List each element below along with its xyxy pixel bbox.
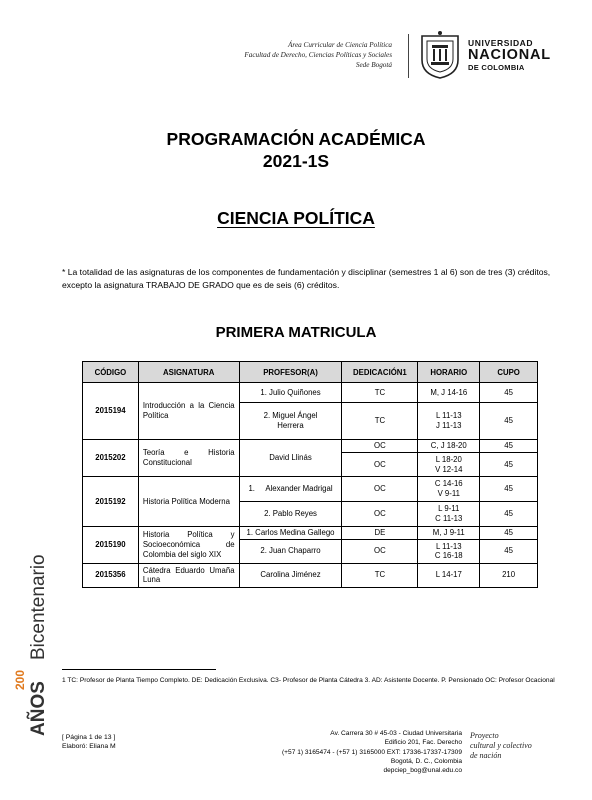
- motto-line-3: de nación: [470, 751, 502, 760]
- motto-line-1: Proyecto: [470, 731, 499, 740]
- schedule-line: L 11-13: [435, 541, 462, 551]
- header-line-2: Facultad de Derecho, Ciencias Políticas y Sociales: [244, 51, 392, 59]
- faculty-header: [152, 40, 392, 70]
- professor: 1. Alexander Madrigal: [239, 477, 342, 502]
- page-info: [62, 733, 116, 751]
- schedule-line: L 11-13: [435, 411, 462, 421]
- page-number: [ Página 1 de 13 ]: [62, 734, 116, 741]
- course-subject: Introducción a la Ciencia Política: [138, 383, 239, 440]
- schedule-line: C 16-18: [434, 551, 463, 561]
- course-code: 2015194: [83, 383, 139, 440]
- schedule-line: J 11-13: [436, 421, 462, 430]
- address-block: [242, 729, 462, 775]
- schedule-line: C 11-13: [435, 514, 463, 523]
- footnote-separator: [62, 669, 216, 670]
- dedication: OC: [342, 453, 418, 477]
- bicentenario-word: AÑOS: [28, 681, 49, 736]
- bicentenario-years: 200: [13, 669, 27, 690]
- schedule: C, J 18-20: [418, 440, 480, 453]
- university-name: NACIONAL: [468, 47, 551, 63]
- professor: David Llinás: [239, 440, 342, 477]
- address-line-1: Av. Carrera 30 # 45-03 - Ciudad Universitaria: [330, 730, 462, 737]
- header-divider: [408, 34, 409, 78]
- phone-line: (+57 1) 3165474 - (+57 1) 3165000 EXT: 17336-17337-17309: [281, 748, 462, 756]
- motto-line-2: cultural y colectivo: [470, 741, 532, 750]
- professor: 1. Carlos Medina Gallego: [239, 527, 342, 540]
- professor-line: Herrera: [277, 421, 304, 430]
- course-code: 2015356: [83, 563, 139, 587]
- header-line-1: Área Curricular de Ciencia Política: [288, 41, 392, 49]
- program-name: CIENCIA POLÍTICA: [217, 208, 375, 228]
- schedule: [418, 453, 480, 477]
- bicentenario-logo: [6, 540, 66, 740]
- schedule-line: C 14-16: [434, 479, 463, 489]
- schedule: M, J 14-16: [418, 383, 480, 403]
- table-row: [83, 477, 538, 502]
- dedication: OC: [342, 502, 418, 527]
- cupo: 45: [480, 453, 538, 477]
- bicentenario-name: Bicentenario: [28, 554, 49, 660]
- schedule-line: V 12-14: [435, 464, 463, 474]
- professor: Carolina Jiménez: [239, 563, 342, 587]
- header-professor: PROFESOR(A): [239, 362, 342, 383]
- course-subject: Teoría e Historia Constitucional: [138, 440, 239, 477]
- table-row: [83, 527, 538, 540]
- course-code: 2015192: [83, 477, 139, 527]
- header-line-3: Sede Bogotá: [355, 61, 392, 69]
- motto: [470, 731, 532, 761]
- dedication: TC: [342, 383, 418, 403]
- schedule: [418, 477, 480, 502]
- professor: 1. Julio Quiñones: [239, 383, 342, 403]
- schedule-line: V 9-11: [437, 489, 460, 498]
- schedule: [418, 403, 480, 440]
- cupo: 45: [480, 539, 538, 563]
- university-logo: [468, 38, 578, 72]
- course-code: 2015190: [83, 527, 139, 564]
- cupo: 45: [480, 440, 538, 453]
- professor-line: 2. Miguel Ángel: [263, 411, 318, 421]
- prepared-by: Elaboró: Eliana M: [62, 743, 116, 750]
- university-country: DE COLOMBIA: [468, 63, 525, 72]
- cupo: 45: [480, 383, 538, 403]
- dedication: TC: [342, 403, 418, 440]
- dedication: OC: [342, 440, 418, 453]
- title-line-1: PROGRAMACIÓN ACADÉMICA: [166, 129, 426, 149]
- header-schedule: HORARIO: [418, 362, 480, 383]
- dedication: OC: [342, 477, 418, 502]
- professor: 2. Juan Chaparro: [239, 539, 342, 563]
- dedication: TC: [342, 563, 418, 587]
- section-title: PRIMERA MATRICULA: [215, 324, 377, 341]
- professor: 2. Pablo Reyes: [239, 502, 342, 527]
- table-row: [83, 383, 538, 403]
- dedication: DE: [342, 527, 418, 540]
- cupo: 45: [480, 403, 538, 440]
- professor: [239, 403, 342, 440]
- university-word: UNIVERSIDAD: [468, 38, 534, 48]
- email-line: depciep_bog@unal.edu.co: [383, 767, 462, 775]
- course-subject: Historia Política y Socioeconómica de Colombia del siglo XIX: [138, 527, 239, 564]
- cupo: 45: [480, 477, 538, 502]
- university-seal-icon: [418, 30, 462, 80]
- dedication: OC: [342, 539, 418, 563]
- credits-note: * La totalidad de las asignaturas de los componentes de fundamentación y disciplinar (semestres 1 al 6) son de tres (3) créditos, excepto la asignatura TRABAJO DE GRADO que es de seis (6) créditos.: [62, 267, 551, 290]
- course-code: 2015202: [83, 440, 139, 477]
- city-line: Bogotá, D. C., Colombia: [390, 757, 462, 765]
- program-title: [0, 208, 592, 229]
- course-subject: Cátedra Eduardo Umaña Luna: [138, 563, 239, 587]
- schedule: [418, 539, 480, 563]
- cupo: 45: [480, 502, 538, 527]
- schedule-line: L 9-11: [438, 504, 460, 514]
- table-row: [83, 440, 538, 453]
- course-subject: Historia Política Moderna: [138, 477, 239, 527]
- footnote: 1 TC: Profesor de Planta Tiempo Completo. DE: Dedicación Exclusiva. C3- Profesor de Planta Cátedra 3. AD: Asistente Docente. P. Pensionado OC: Profesor Ocacional: [62, 677, 555, 684]
- cupo: 45: [480, 527, 538, 540]
- header-dedication: DEDICACIÓN1: [342, 362, 418, 383]
- table-header-row: [83, 362, 538, 383]
- schedule: M, J 9-11: [418, 527, 480, 540]
- schedule-table: [82, 361, 538, 588]
- title-line-2: 2021-1S: [262, 151, 330, 171]
- address-line-2: Edificio 201, Fac. Derecho: [384, 739, 462, 747]
- document-title: [0, 128, 592, 172]
- table-row: [83, 563, 538, 587]
- header-cupo: CUPO: [480, 362, 538, 383]
- schedule: L 14-17: [418, 563, 480, 587]
- schedule: [418, 502, 480, 527]
- header-subject: ASIGNATURA: [138, 362, 239, 383]
- cupo: 210: [480, 563, 538, 587]
- header-code: CÓDIGO: [83, 362, 139, 383]
- schedule-line: L 18-20: [435, 454, 462, 464]
